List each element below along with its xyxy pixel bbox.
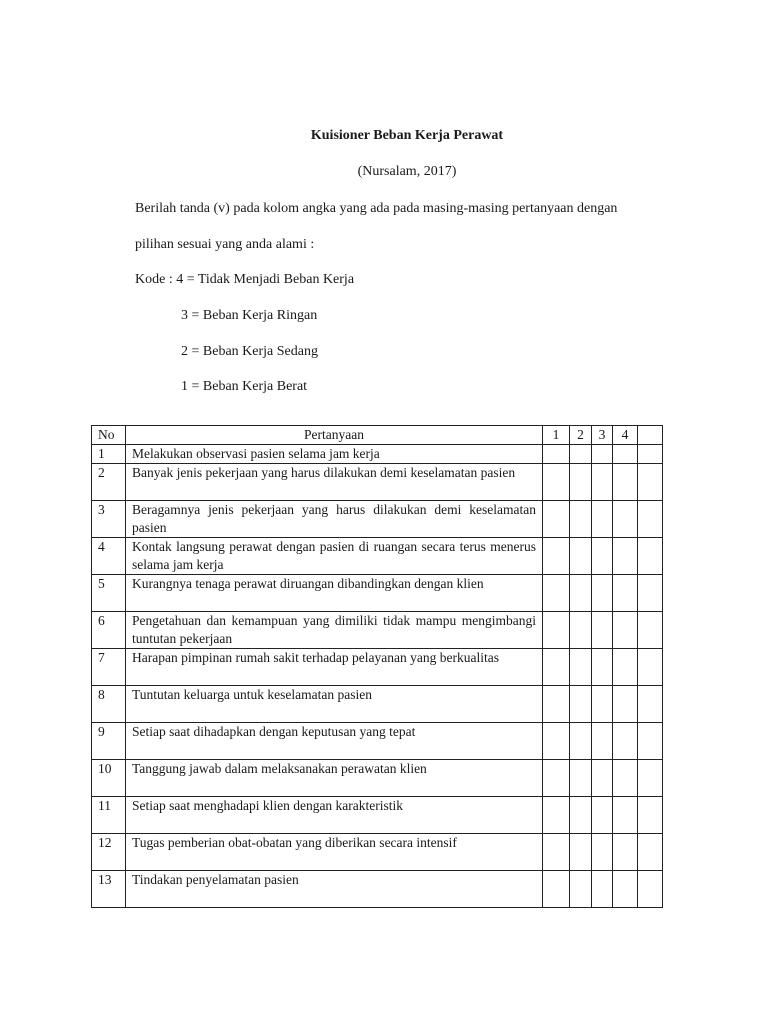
header-score-4: 4 bbox=[613, 426, 638, 445]
score-cell-2[interactable] bbox=[570, 575, 592, 612]
table-row bbox=[92, 723, 663, 760]
row-question: Banyak jenis pekerjaan yang harus dilakukan demi keselamatan pasien bbox=[126, 464, 543, 501]
score-cell-1[interactable] bbox=[543, 649, 570, 686]
row-question: Beragamnya jenis pekerjaan yang harus dilakukan demi keselamatan pasien bbox=[126, 501, 543, 538]
row-question: Kontak langsung perawat dengan pasien di ruangan secara terus menerus selama jam kerja bbox=[126, 538, 543, 575]
source-citation: (Nursalam, 2017) bbox=[357, 164, 457, 179]
row-question: Setiap saat dihadapkan dengan keputusan yang tepat bbox=[126, 723, 543, 760]
score-cell-blank[interactable] bbox=[638, 686, 663, 723]
score-cell-2[interactable] bbox=[570, 538, 592, 575]
score-cell-4[interactable] bbox=[613, 501, 638, 538]
score-cell-blank[interactable] bbox=[638, 612, 663, 649]
score-cell-1[interactable] bbox=[543, 871, 570, 908]
score-cell-2[interactable] bbox=[570, 760, 592, 797]
table-row bbox=[92, 871, 663, 908]
score-cell-1[interactable] bbox=[543, 797, 570, 834]
score-cell-2[interactable] bbox=[570, 686, 592, 723]
code-legend-3: 3 = Beban Kerja Ringan bbox=[181, 308, 318, 323]
score-cell-3[interactable] bbox=[592, 797, 613, 834]
page-title: Kuisioner Beban Kerja Perawat bbox=[310, 128, 504, 143]
row-number: 3 bbox=[92, 501, 126, 538]
header-no: No bbox=[92, 426, 126, 445]
row-number: 12 bbox=[92, 834, 126, 871]
score-cell-4[interactable] bbox=[613, 464, 638, 501]
score-cell-4[interactable] bbox=[613, 612, 638, 649]
header-score-2: 2 bbox=[570, 426, 592, 445]
score-cell-4[interactable] bbox=[613, 723, 638, 760]
row-question: Kurangnya tenaga perawat diruangan dibandingkan dengan klien bbox=[126, 575, 543, 612]
row-number: 6 bbox=[92, 612, 126, 649]
score-cell-1[interactable] bbox=[543, 538, 570, 575]
score-cell-2[interactable] bbox=[570, 612, 592, 649]
score-cell-3[interactable] bbox=[592, 649, 613, 686]
header-score-3: 3 bbox=[592, 426, 613, 445]
score-cell-1[interactable] bbox=[543, 464, 570, 501]
questionnaire-table bbox=[91, 425, 663, 908]
row-number: 10 bbox=[92, 760, 126, 797]
row-number: 9 bbox=[92, 723, 126, 760]
questionnaire-body bbox=[92, 445, 663, 908]
score-cell-1[interactable] bbox=[543, 501, 570, 538]
score-cell-blank[interactable] bbox=[638, 464, 663, 501]
header-score-1: 1 bbox=[543, 426, 570, 445]
instruction-line-1: Berilah tanda (v) pada kolom angka yang ada pada masing-masing pertanyaan dengan bbox=[135, 201, 618, 216]
score-cell-3[interactable] bbox=[592, 723, 613, 760]
score-cell-4[interactable] bbox=[613, 797, 638, 834]
instruction-line-2: pilihan sesuai yang anda alami : bbox=[135, 237, 315, 252]
row-question: Tugas pemberian obat-obatan yang diberikan secara intensif bbox=[126, 834, 543, 871]
score-cell-blank[interactable] bbox=[638, 575, 663, 612]
score-cell-3[interactable] bbox=[592, 760, 613, 797]
table-row bbox=[92, 501, 663, 538]
code-legend-1: 1 = Beban Kerja Berat bbox=[181, 379, 308, 394]
row-number: 11 bbox=[92, 797, 126, 834]
row-question: Tuntutan keluarga untuk keselamatan pasien bbox=[126, 686, 543, 723]
score-cell-4[interactable] bbox=[613, 538, 638, 575]
row-question: Tindakan penyelamatan pasien bbox=[126, 871, 543, 908]
score-cell-blank[interactable] bbox=[638, 538, 663, 575]
table-row bbox=[92, 797, 663, 834]
row-question: Harapan pimpinan rumah sakit terhadap pelayanan yang berkualitas bbox=[126, 649, 543, 686]
score-cell-1[interactable] bbox=[543, 834, 570, 871]
score-cell-2[interactable] bbox=[570, 464, 592, 501]
score-cell-2[interactable] bbox=[570, 871, 592, 908]
row-number: 8 bbox=[92, 686, 126, 723]
score-cell-3[interactable] bbox=[592, 686, 613, 723]
table-row bbox=[92, 464, 663, 501]
score-cell-3[interactable] bbox=[592, 834, 613, 871]
score-cell-2[interactable] bbox=[570, 649, 592, 686]
score-cell-1[interactable] bbox=[543, 723, 570, 760]
score-cell-blank[interactable] bbox=[638, 445, 663, 464]
row-number: 2 bbox=[92, 464, 126, 501]
table-row bbox=[92, 834, 663, 871]
score-cell-3[interactable] bbox=[592, 612, 613, 649]
code-legend-2: 2 = Beban Kerja Sedang bbox=[181, 344, 318, 359]
table-row bbox=[92, 538, 663, 575]
row-number: 1 bbox=[92, 445, 126, 464]
score-cell-4[interactable] bbox=[613, 834, 638, 871]
score-cell-2[interactable] bbox=[570, 834, 592, 871]
table-header-row bbox=[92, 426, 663, 445]
row-question: Melakukan observasi pasien selama jam kerja bbox=[126, 445, 543, 464]
score-cell-blank[interactable] bbox=[638, 834, 663, 871]
score-cell-4[interactable] bbox=[613, 649, 638, 686]
score-cell-blank[interactable] bbox=[638, 501, 663, 538]
score-cell-blank[interactable] bbox=[638, 797, 663, 834]
table-row bbox=[92, 445, 663, 464]
row-question: Tanggung jawab dalam melaksanakan perawatan klien bbox=[126, 760, 543, 797]
row-number: 4 bbox=[92, 538, 126, 575]
score-cell-2[interactable] bbox=[570, 501, 592, 538]
code-legend-4: Kode : 4 = Tidak Menjadi Beban Kerja bbox=[135, 272, 355, 287]
score-cell-4[interactable] bbox=[613, 871, 638, 908]
score-cell-3[interactable] bbox=[592, 445, 613, 464]
score-cell-blank[interactable] bbox=[638, 871, 663, 908]
score-cell-blank[interactable] bbox=[638, 760, 663, 797]
row-number: 13 bbox=[92, 871, 126, 908]
score-cell-3[interactable] bbox=[592, 464, 613, 501]
score-cell-2[interactable] bbox=[570, 445, 592, 464]
score-cell-3[interactable] bbox=[592, 871, 613, 908]
table-row bbox=[92, 575, 663, 612]
score-cell-blank[interactable] bbox=[638, 649, 663, 686]
header-score-blank bbox=[638, 426, 663, 445]
row-number: 7 bbox=[92, 649, 126, 686]
table-row bbox=[92, 686, 663, 723]
row-number: 5 bbox=[92, 575, 126, 612]
score-cell-2[interactable] bbox=[570, 797, 592, 834]
score-cell-3[interactable] bbox=[592, 575, 613, 612]
score-cell-1[interactable] bbox=[543, 760, 570, 797]
score-cell-1[interactable] bbox=[543, 575, 570, 612]
score-cell-4[interactable] bbox=[613, 760, 638, 797]
table-row bbox=[92, 612, 663, 649]
row-question: Pengetahuan dan kemampuan yang dimiliki tidak mampu mengimbangi tuntutan pekerjaan bbox=[126, 612, 543, 649]
score-cell-1[interactable] bbox=[543, 445, 570, 464]
score-cell-4[interactable] bbox=[613, 686, 638, 723]
table-row bbox=[92, 760, 663, 797]
score-cell-2[interactable] bbox=[570, 723, 592, 760]
score-cell-3[interactable] bbox=[592, 501, 613, 538]
table-row bbox=[92, 649, 663, 686]
row-question: Setiap saat menghadapi klien dengan karakteristik bbox=[126, 797, 543, 834]
score-cell-blank[interactable] bbox=[638, 723, 663, 760]
score-cell-4[interactable] bbox=[613, 445, 638, 464]
score-cell-1[interactable] bbox=[543, 612, 570, 649]
score-cell-4[interactable] bbox=[613, 575, 638, 612]
score-cell-3[interactable] bbox=[592, 538, 613, 575]
header-question: Pertanyaan bbox=[126, 426, 543, 445]
score-cell-1[interactable] bbox=[543, 686, 570, 723]
